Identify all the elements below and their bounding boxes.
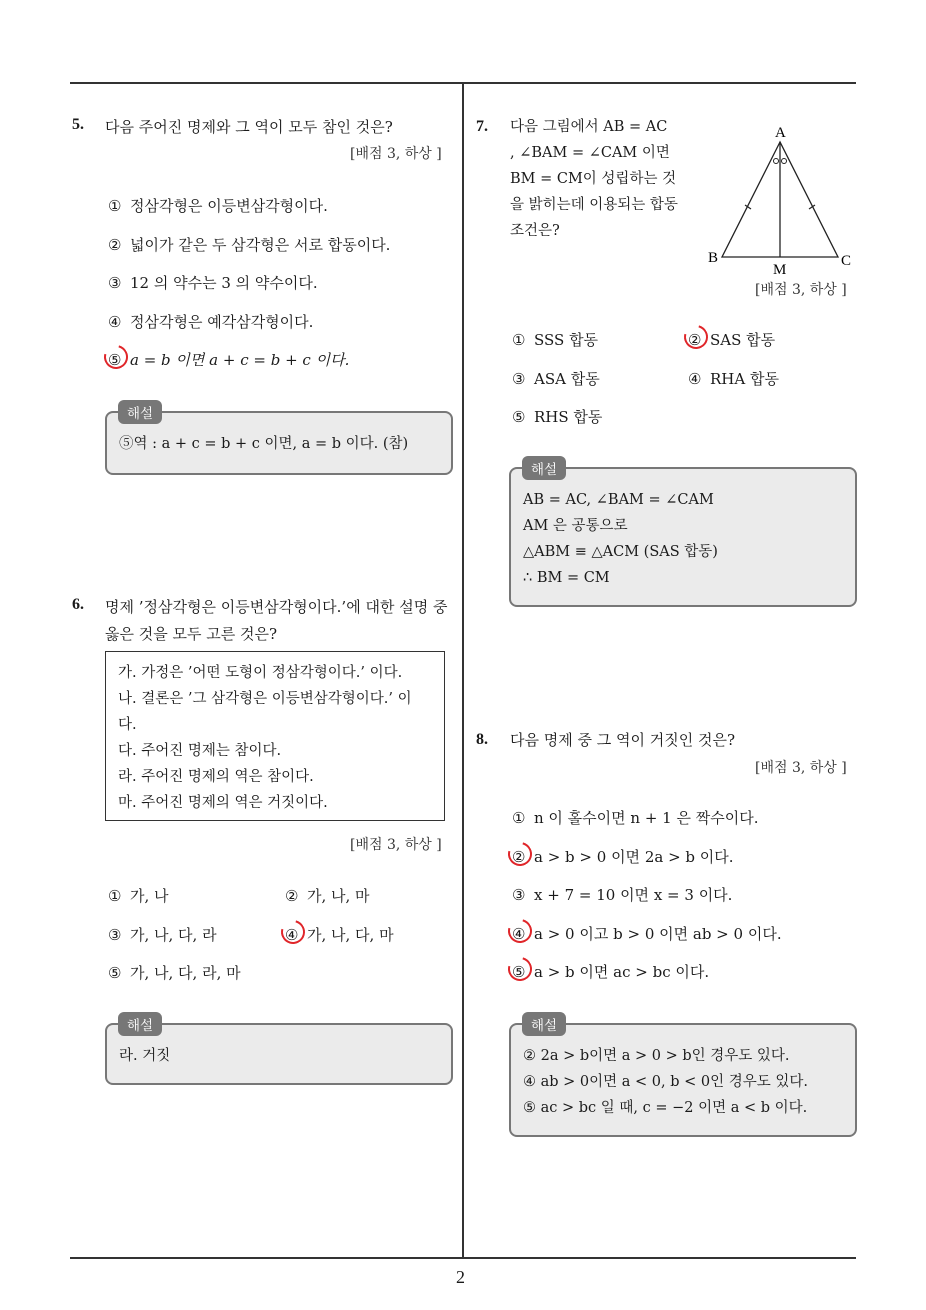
question-text-line: 다음 그림에서 AB = AC (510, 119, 668, 135)
choice-5[interactable]: ⑤ 가, 나, 다, 라, 마 (108, 964, 241, 982)
choice-2[interactable]: ② SAS 합동 (688, 331, 776, 349)
choice-2[interactable]: ② a > b > 0 이면 2a > b 이다. (512, 848, 734, 866)
question-number: 5. (72, 116, 84, 133)
solution-tag: 해설 (118, 400, 162, 424)
question-number: 6. (72, 596, 84, 613)
choice-5[interactable]: ⑤ a > b 이면 ac > bc 이다. (512, 963, 710, 981)
triangle-figure (700, 120, 860, 280)
solution-tag: 해설 (522, 456, 566, 480)
question-text-line: BM = CM이 성립하는 것 (510, 171, 677, 187)
solution-line: 라. 거짓 (119, 1048, 171, 1064)
statement-line: 나. 결론은 ’그 삼각형은 이등변삼각형이다.’ 이 (118, 691, 412, 707)
solution-box (509, 467, 857, 607)
solution-tag: 해설 (522, 1012, 566, 1036)
choice-1[interactable]: ① 정삼각형은 이등변삼각형이다. (108, 197, 328, 215)
statement-line: 가. 가정은 ’어떤 도형이 정삼각형이다.’ 이다. (118, 665, 403, 681)
choice-4[interactable]: ④ RHA 합동 (688, 370, 779, 388)
solution-line: AB = AC, ∠BAM = ∠CAM (523, 492, 714, 508)
choice-4[interactable]: ④ 정삼각형은 예각삼각형이다. (108, 313, 314, 331)
question-text-line-2: 옳은 것을 모두 고른 것은? (105, 625, 278, 643)
solution-box (509, 1023, 857, 1137)
solution-line: AM 은 공통으로 (523, 518, 628, 534)
question-text-line: 조건은? (510, 223, 560, 239)
solution-line: ⑤ ac > bc 일 때, c = −2 이면 a < b 이다. (523, 1100, 808, 1116)
solution-line: ④ ab > 0이면 a < 0, b < 0인 경우도 있다. (523, 1074, 808, 1090)
question-text (510, 114, 690, 244)
question-text: 다음 주어진 명제와 그 역이 모두 참인 것은? (105, 118, 393, 136)
vertex-label-c: C (841, 253, 852, 269)
solution-line: ⑤역 : a + c = b + c 이면, a = b 이다. (참) (119, 436, 409, 452)
column-divider (462, 82, 464, 1258)
choice-2[interactable]: ② 넓이가 같은 두 삼각형은 서로 합동이다. (108, 236, 391, 254)
choice-3[interactable]: ③ 가, 나, 다, 라 (108, 926, 217, 944)
statement-line: 다. 주어진 명제는 참이다. (118, 743, 282, 759)
choice-1[interactable]: ① SSS 합동 (512, 331, 599, 349)
score-label: [배점 3, 하상 ] (755, 282, 847, 298)
choice-3[interactable]: ③ ASA 합동 (512, 370, 600, 388)
statement-line: 라. 주어진 명제의 역은 참이다. (118, 769, 314, 785)
statement-line: 다. (118, 717, 137, 733)
score-label: [배점 3, 하상 ] (350, 146, 442, 162)
choice-5[interactable]: ⑤ a = b 이면 a + c = b + c 이다. (108, 351, 350, 369)
solution-line: ∴ BM = CM (523, 570, 610, 586)
choice-4[interactable]: ④ 가, 나, 다, 마 (285, 926, 394, 944)
solution-tag: 해설 (118, 1012, 162, 1036)
question-number: 8. (476, 731, 488, 748)
vertex-label-a: A (775, 125, 786, 141)
bottom-rule (70, 1257, 856, 1259)
question-text-line: 을 밝히는데 이용되는 합동 (510, 197, 678, 213)
score-label: [배점 3, 하상 ] (755, 760, 847, 776)
statement-box (105, 651, 445, 821)
choice-4[interactable]: ④ a > 0 이고 b > 0 이면 ab > 0 이다. (512, 925, 782, 943)
vertex-label-m: M (773, 262, 787, 278)
choice-2[interactable]: ② 가, 나, 마 (285, 887, 370, 905)
question-text-line-1: 명제 ’정삼각형은 이등변삼각형이다.’에 대한 설명 중 (105, 598, 448, 616)
choice-5[interactable]: ⑤ RHS 합동 (512, 408, 603, 426)
statement-line: 마. 주어진 명제의 역은 거짓이다. (118, 795, 328, 811)
choice-1[interactable]: ① 가, 나 (108, 887, 169, 905)
choice-3[interactable]: ③ 12 의 약수는 3 의 약수이다. (108, 274, 318, 292)
question-text: 다음 명제 중 그 역이 거짓인 것은? (510, 731, 736, 749)
question-text-line: , ∠BAM = ∠CAM 이면 (510, 145, 670, 161)
question-number: 7. (476, 118, 488, 135)
choice-1[interactable]: ① n 이 홀수이면 n + 1 은 짝수이다. (512, 809, 759, 827)
score-label: [배점 3, 하상 ] (350, 837, 442, 853)
solution-line: △ABM ≡ △ACM (SAS 합동) (523, 544, 718, 560)
vertex-label-b: B (708, 250, 719, 266)
page-number: 2 (456, 1267, 465, 1287)
choice-3[interactable]: ③ x + 7 = 10 이면 x = 3 이다. (512, 886, 733, 904)
solution-line: ② 2a > b이면 a > 0 > b인 경우도 있다. (523, 1048, 790, 1064)
